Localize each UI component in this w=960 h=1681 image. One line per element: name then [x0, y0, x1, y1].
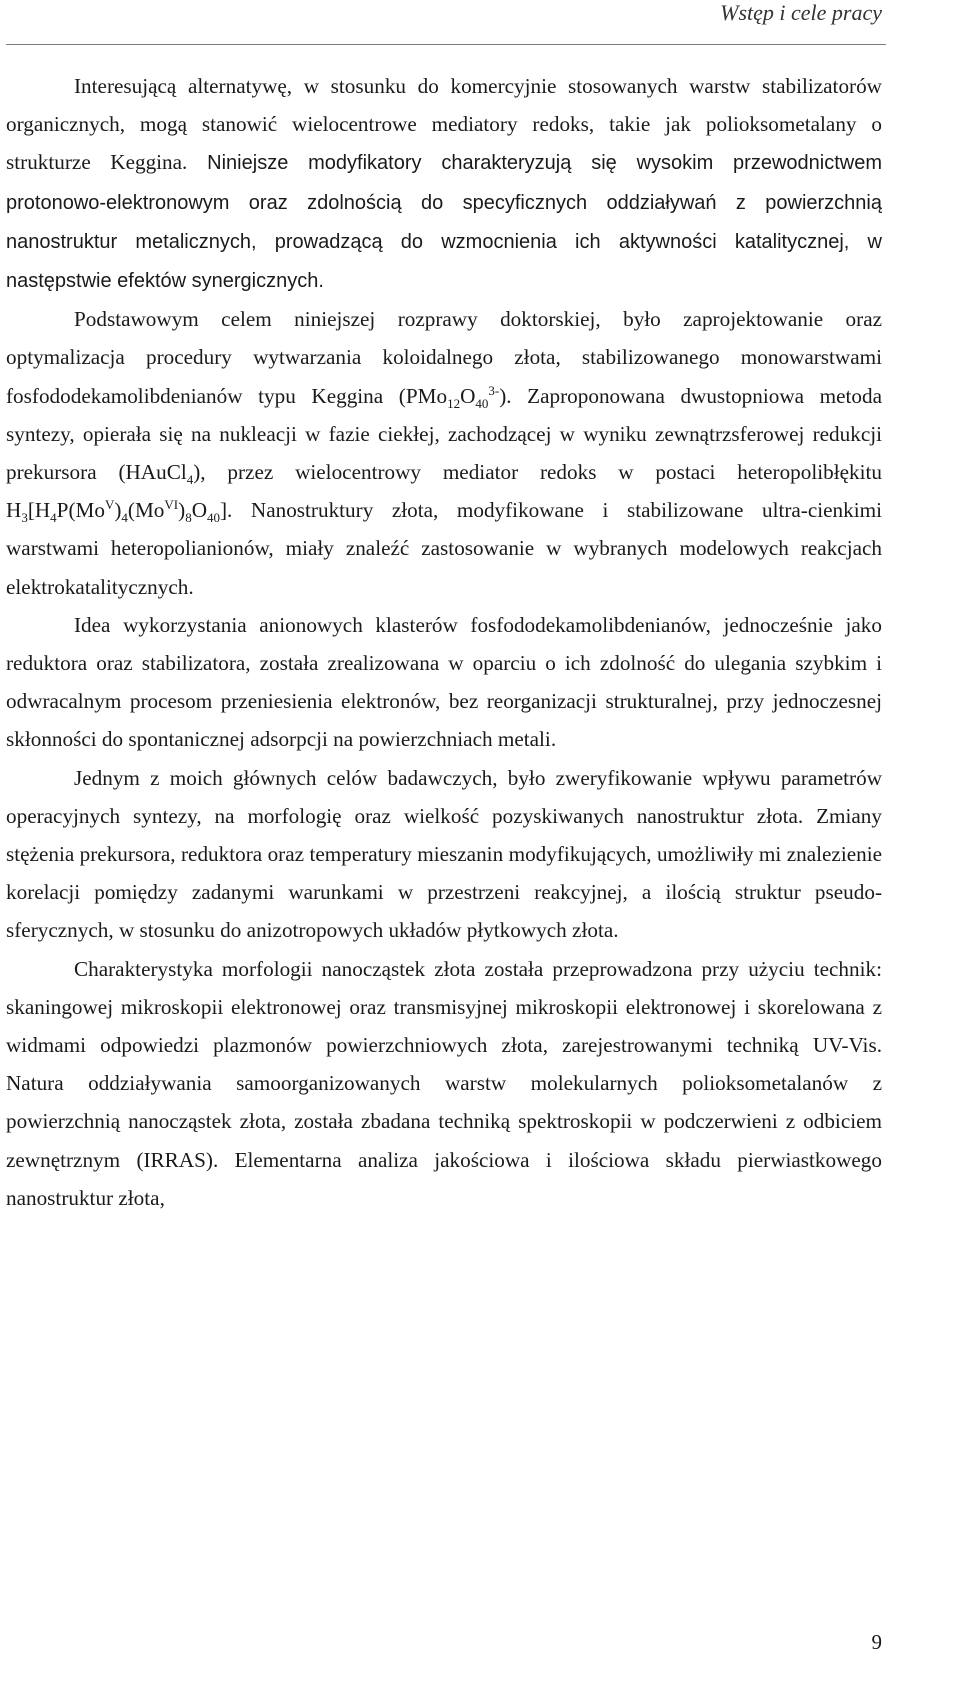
formula-hpb-sub4: 8	[185, 510, 192, 526]
formula-hpb-sub1: 3	[21, 510, 28, 526]
paragraph-2-part2: Zaproponowana dwustopniowa metoda syntezy, opierała się na nukleacji w fazie ciekłej, zachodzącej w wyniku zewnątrzsferowej redukcji prekursora	[6, 383, 882, 485]
paragraph-2-part3: przez wielocentrowy mediator redoks w postaci heteropolibłękitu	[205, 460, 882, 485]
formula-hpb-sup1: V	[104, 497, 115, 513]
formula-hpb-c: P(Mo	[56, 498, 105, 523]
formula-haucl4	[118, 460, 206, 488]
paragraph-2-part1: Podstawowym celem niniejszej rozprawy doktorskiej, było zaprojektowanie oraz optymalizacja procedury wytwarzania koloidalnego złota, stabilizowanego monowarstwami fosfododekamolibdenianów typu Keggina	[6, 307, 882, 408]
paragraph-4: Jednym z moich głównych celów badawczych, było zweryfikowanie wpływu parametrów operacyjnych syntezy, na morfologię oraz wielkość pozyskiwanych nanostruktur złota. Zmiany stężenia prekursora, reduktora oraz temperatury mieszanin modyfikujących, umożliwiły mi znalezienie korelacji pomiędzy zadanymi warunkami w przestrzeni reakcyjnej, a ilością struktur pseudo-sferycznych, w stosunku do anizotropowych układów płytkowych złota.	[6, 765, 882, 943]
formula-hpb-d: )	[114, 498, 122, 523]
formula-pmo-sub1: 12	[447, 395, 461, 411]
paragraph-1	[6, 67, 882, 300]
formula-pmo-c: ).	[499, 383, 512, 408]
paragraph-1-sans: Niniejsze modyfikatory charakteryzują się wysokim przewodnictwem protonowo-elektronowym oraz zdolnością do specyficznych oddziaływań z powierzchnią nanostruktur metalicznych, prowadzącą do wzmocnienia ich aktywności katalitycznej, w następstwie efektów synergicznych.	[6, 152, 883, 293]
formula-haucl-a: (HAuCl	[118, 460, 187, 485]
paragraph-2-part4: Nanostruktury złota, modyfikowane i stabilizowane ultra-cienkimi warstwami heteropolianionów, miały znaleźć zastosowanie w wybranych modelowych reakcjach elektrokatalitycznych.	[6, 498, 882, 599]
formula-hpb-g: O	[191, 498, 207, 523]
formula-hpb-sub2: 4	[50, 510, 57, 526]
paragraph-3: Idea wykorzystania anionowych klasterów fosfododekamolibdenianów, jednocześnie jako reduktora oraz stabilizatora, została zrealizowana w oparciu o ich zdolność do ulegania szybkim i odwracalnym procesom przeniesienia elektronów, bez reorganizacji strukturalnej, przy jednoczesnej skłonności do spontanicznej adsorpcji na powierzchniach metali.	[6, 612, 882, 752]
paragraph-2	[6, 300, 882, 606]
formula-hpb-b: [H	[27, 498, 51, 523]
paragraph-1-serif: Interesującą alternatywę, w stosunku do komercyjnie stosowanych warstw stabilizatorów organicznych, mogą stanowić wielocentrowe mediatory redoks, takie jak polioksometalany o strukturze Keggina.	[6, 74, 882, 175]
paragraph-5: Charakterystyka morfologii nanocząstek złota została przeprowadzona przy użyciu technik: skaningowej mikroskopii elektronowej oraz transmisyjnej mikroskopii elektronowej i skorelowana z widmami odpowiedzi plazmonów powierzchniowych złota, zarejestrowanymi techniką UV-Vis. Natura oddziaływania samoorganizowanych warstw molekularnych polioksometalanów z powierzchnią nanocząstek złota, została zbadana techniką spektroskopii w podczerwieni z odbiciem zewnętrznym (IRRAS). Elementarna analiza jakościowa i ilościowa składu pierwiastkowego nanostruktur złota,	[6, 956, 882, 1210]
running-header: Wstęp i cele pracy	[720, 0, 882, 25]
formula-hpb-f: )	[178, 498, 186, 523]
body-text	[6, 67, 882, 1217]
formula-pmo12o40	[398, 382, 512, 411]
formula-pmo-a: (PMo	[398, 383, 448, 408]
formula-hpb-sup2: VI	[164, 497, 179, 513]
formula-pmo-sub2: 40	[475, 395, 489, 411]
formula-hpb-h: ].	[220, 498, 233, 523]
header-rule	[6, 44, 886, 45]
formula-pmo-b: O	[460, 383, 476, 408]
formula-hpb-e: (Mo	[127, 498, 165, 523]
formula-hpb-sub5: 40	[207, 510, 220, 526]
formula-hpb-a: H	[6, 498, 22, 523]
formula-haucl-b: ),	[193, 460, 206, 485]
page-number: 9	[871, 1630, 882, 1654]
formula-hpb-sub3: 4	[121, 510, 128, 526]
formula-haucl-sub: 4	[186, 472, 194, 488]
formula-heteropolyblue	[6, 497, 233, 526]
formula-pmo-sup: 3-	[488, 382, 500, 398]
